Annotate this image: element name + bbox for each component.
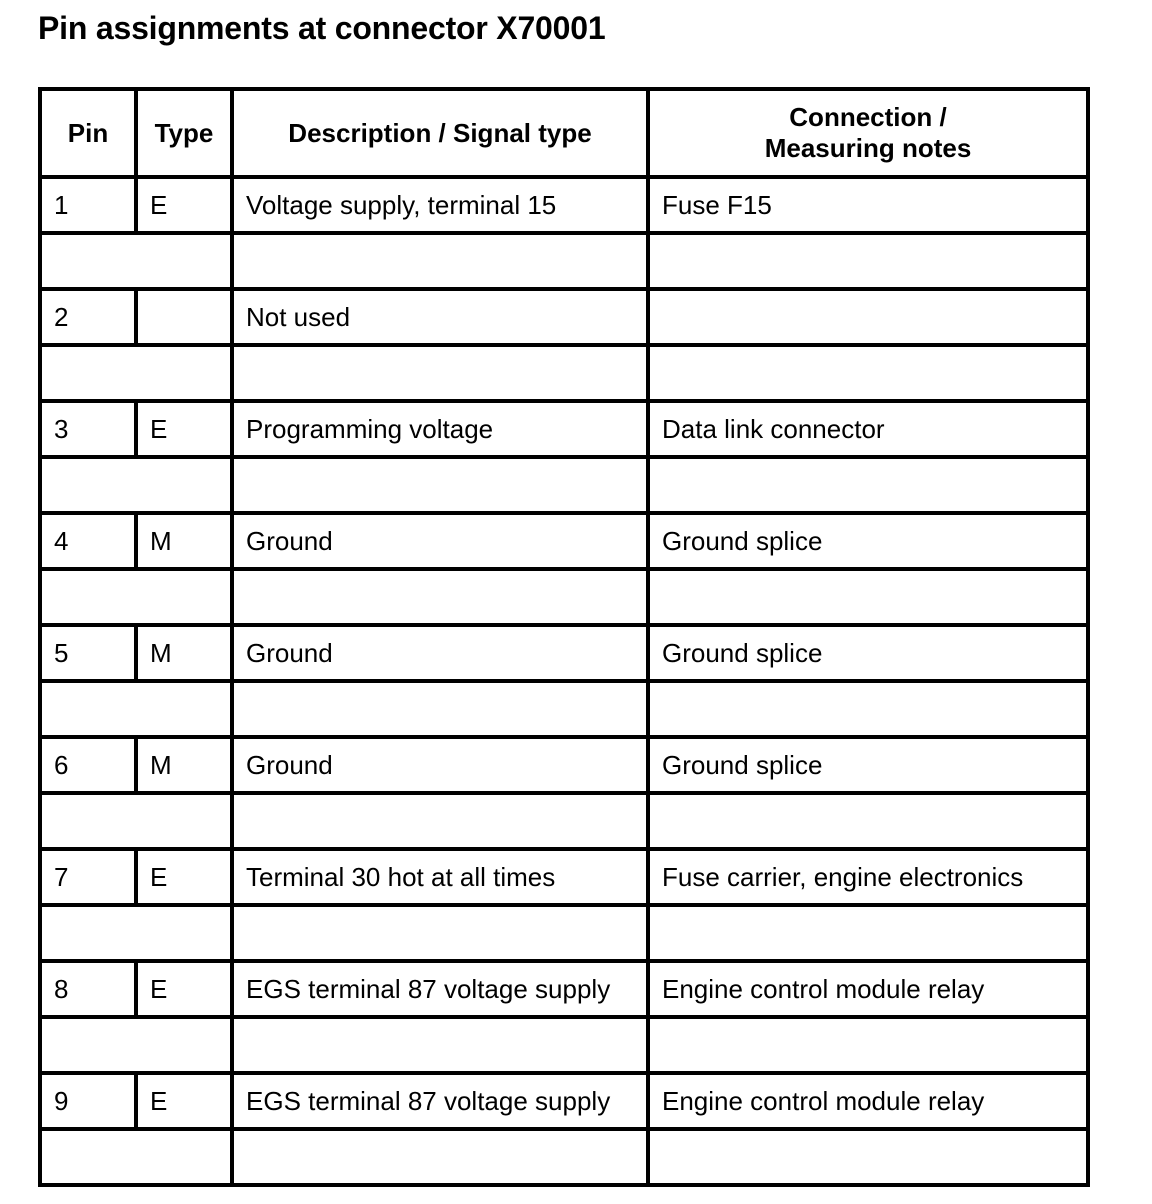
pin-cell: 3 (40, 401, 136, 457)
type-cell: E (136, 401, 232, 457)
table-row (40, 401, 1088, 457)
spacer-row (40, 569, 1088, 625)
spacer-row (40, 681, 1088, 737)
spacer-cell-description (232, 569, 648, 625)
pin-cell: 9 (40, 1073, 136, 1129)
pin-cell: 8 (40, 961, 136, 1017)
connection-cell: Ground splice (648, 737, 1088, 793)
description-cell: Terminal 30 hot at all times (232, 849, 648, 905)
spacer-cell-connection (648, 569, 1088, 625)
connection-cell: Engine control module relay (648, 1073, 1088, 1129)
spacer-row (40, 905, 1088, 961)
table-row (40, 513, 1088, 569)
spacer-cell-description (232, 905, 648, 961)
spacer-cell-description (232, 1129, 648, 1185)
type-cell: E (136, 177, 232, 233)
spacer-cell-pin-type (40, 681, 232, 737)
table-header-row (40, 89, 1088, 177)
pin-cell: 2 (40, 289, 136, 345)
spacer-cell-connection (648, 793, 1088, 849)
spacer-cell-connection (648, 345, 1088, 401)
pin-cell: 1 (40, 177, 136, 233)
pin-cell: 7 (40, 849, 136, 905)
spacer-row (40, 793, 1088, 849)
type-cell: E (136, 849, 232, 905)
spacer-cell-description (232, 1017, 648, 1073)
type-cell: M (136, 625, 232, 681)
type-cell: E (136, 1073, 232, 1129)
description-cell: EGS terminal 87 voltage supply (232, 961, 648, 1017)
spacer-cell-pin-type (40, 569, 232, 625)
header-connection (648, 89, 1088, 177)
spacer-cell-connection (648, 233, 1088, 289)
table-row (40, 737, 1088, 793)
table-row (40, 1073, 1088, 1129)
spacer-cell-pin-type (40, 457, 232, 513)
description-cell: EGS terminal 87 voltage supply (232, 1073, 648, 1129)
connection-cell: Ground splice (648, 513, 1088, 569)
spacer-cell-connection (648, 905, 1088, 961)
spacer-cell-connection (648, 681, 1088, 737)
header-description: Description / Signal type (232, 89, 648, 177)
pin-cell: 5 (40, 625, 136, 681)
table-row (40, 625, 1088, 681)
spacer-cell-description (232, 345, 648, 401)
spacer-cell-description (232, 681, 648, 737)
header-connection-line1: Connection / (789, 102, 947, 132)
table-row (40, 849, 1088, 905)
connection-cell: Engine control module relay (648, 961, 1088, 1017)
type-cell: E (136, 961, 232, 1017)
description-cell: Programming voltage (232, 401, 648, 457)
pin-assignment-table (38, 87, 1090, 1187)
spacer-cell-pin-type (40, 793, 232, 849)
spacer-cell-description (232, 457, 648, 513)
type-cell (136, 289, 232, 345)
spacer-cell-pin-type (40, 1017, 232, 1073)
spacer-cell-connection (648, 1017, 1088, 1073)
spacer-cell-connection (648, 457, 1088, 513)
spacer-row (40, 457, 1088, 513)
pin-cell: 6 (40, 737, 136, 793)
spacer-cell-pin-type (40, 233, 232, 289)
spacer-cell-description (232, 233, 648, 289)
spacer-cell-pin-type (40, 345, 232, 401)
page-title: Pin assignments at connector X70001 (38, 10, 606, 46)
connection-cell: Fuse F15 (648, 177, 1088, 233)
table-row (40, 177, 1088, 233)
header-type: Type (136, 89, 232, 177)
pin-cell: 4 (40, 513, 136, 569)
description-cell: Ground (232, 625, 648, 681)
connection-cell: Data link connector (648, 401, 1088, 457)
spacer-row (40, 233, 1088, 289)
type-cell: M (136, 737, 232, 793)
spacer-row (40, 345, 1088, 401)
description-cell: Voltage supply, terminal 15 (232, 177, 648, 233)
spacer-row (40, 1017, 1088, 1073)
header-connection-line2: Measuring notes (764, 133, 972, 163)
spacer-cell-connection (648, 1129, 1088, 1185)
spacer-cell-description (232, 793, 648, 849)
connection-cell: Fuse carrier, engine electronics (648, 849, 1088, 905)
spacer-row (40, 1129, 1088, 1185)
spacer-cell-pin-type (40, 1129, 232, 1185)
table-row (40, 961, 1088, 1017)
description-cell: Ground (232, 737, 648, 793)
description-cell: Ground (232, 513, 648, 569)
header-pin: Pin (40, 89, 136, 177)
spacer-cell-pin-type (40, 905, 232, 961)
description-cell: Not used (232, 289, 648, 345)
connection-cell: Ground splice (648, 625, 1088, 681)
table-row (40, 289, 1088, 345)
connection-cell (648, 289, 1088, 345)
type-cell: M (136, 513, 232, 569)
